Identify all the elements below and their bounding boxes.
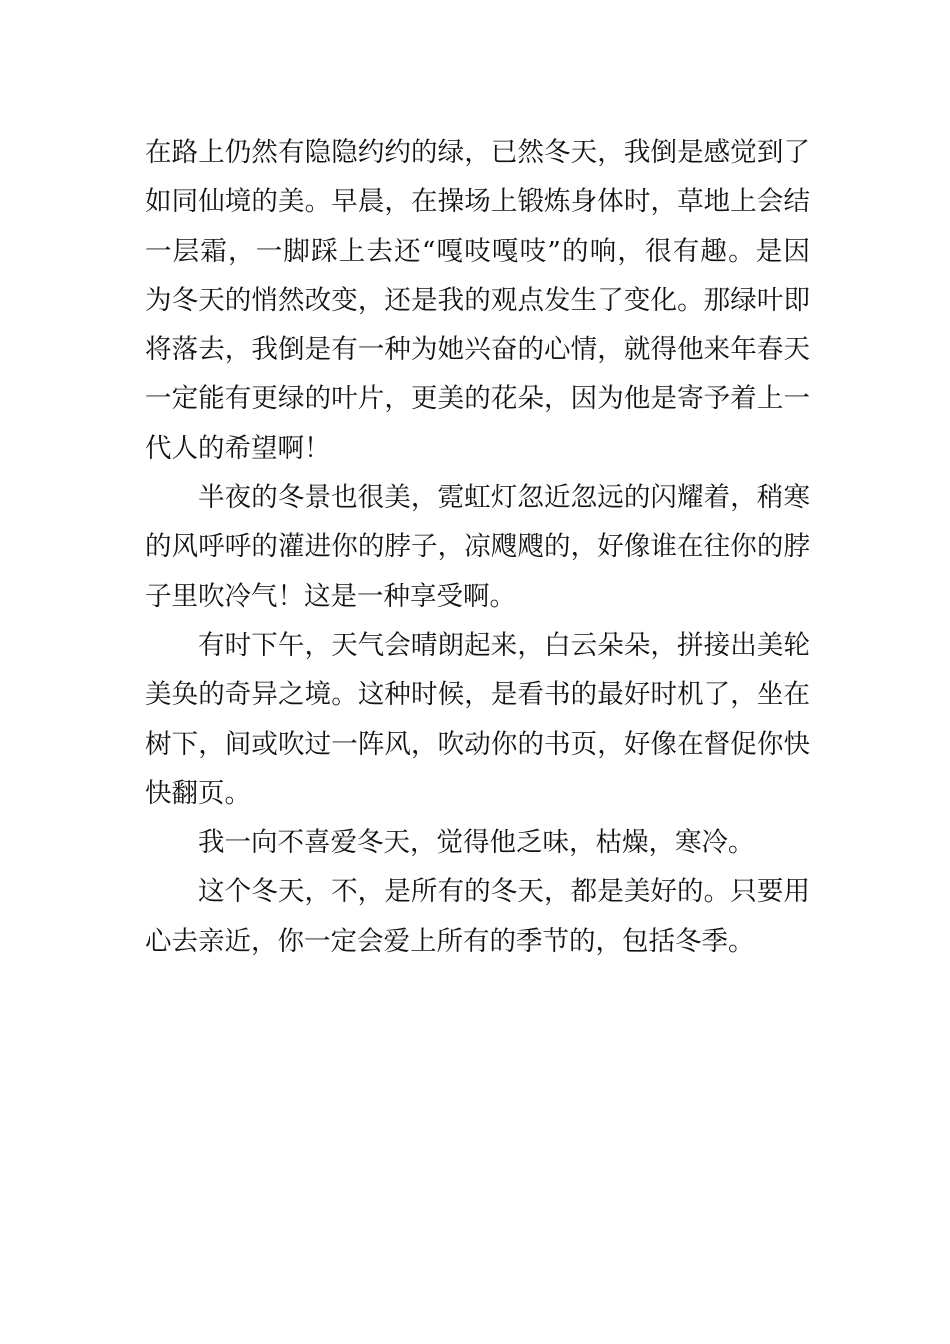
- paragraph-line: 快翻页。: [145, 777, 251, 809]
- paragraph-line: 半夜的冬景也很美，霓虹灯忽近忽远的闪耀着，稍寒: [198, 482, 810, 514]
- paragraph-4: [145, 818, 810, 867]
- paragraph-line: 子里吹冷气！这是一种享受啊。: [145, 580, 516, 612]
- paragraph-line: 如同仙境的美。早晨，在操场上锻炼身体时，草地上会结: [145, 186, 810, 218]
- paragraph-3: [145, 621, 810, 818]
- document-body: [145, 128, 810, 966]
- paragraph-line: 有时下午，天气会晴朗起来，白云朵朵，拼接出美轮: [198, 629, 810, 661]
- paragraph-line: 的风呼呼的灌进你的脖子，凉飕飕的，好像谁在往你的脖: [145, 531, 810, 563]
- paragraph-line: 一层霜，一脚踩上去还“嘎吱嘎吱”的响，很有趣。是因: [145, 235, 810, 267]
- paragraph-line: 树下，间或吹过一阵风，吹动你的书页，好像在督促你快: [145, 728, 810, 760]
- paragraph-line: 美奂的奇异之境。这种时候，是看书的最好时机了，坐在: [145, 679, 810, 711]
- paragraph-line: 将落去，我倒是有一种为她兴奋的心情，就得他来年春天: [145, 334, 810, 366]
- paragraph-1: [145, 128, 810, 473]
- paragraph-line: 心去亲近，你一定会爱上所有的季节的，包括冬季。: [145, 925, 755, 957]
- paragraph-line: 一定能有更绿的叶片，更美的花朵，因为他是寄予着上一: [145, 383, 810, 415]
- paragraph-5: [145, 867, 810, 966]
- paragraph-line: 在路上仍然有隐隐约约的绿，已然冬天，我倒是感觉到了: [145, 137, 810, 168]
- paragraph-2: [145, 473, 810, 621]
- paragraph-line: 代人的希望啊！: [145, 432, 331, 464]
- paragraph-line: 我一向不喜爱冬天，觉得他乏味，枯燥，寒冷。: [198, 827, 755, 859]
- paragraph-line: 这个冬天，不，是所有的冬天，都是美好的。只要用: [198, 876, 810, 908]
- paragraph-line: 为冬天的悄然改变，还是我的观点发生了变化。那绿叶即: [145, 284, 810, 316]
